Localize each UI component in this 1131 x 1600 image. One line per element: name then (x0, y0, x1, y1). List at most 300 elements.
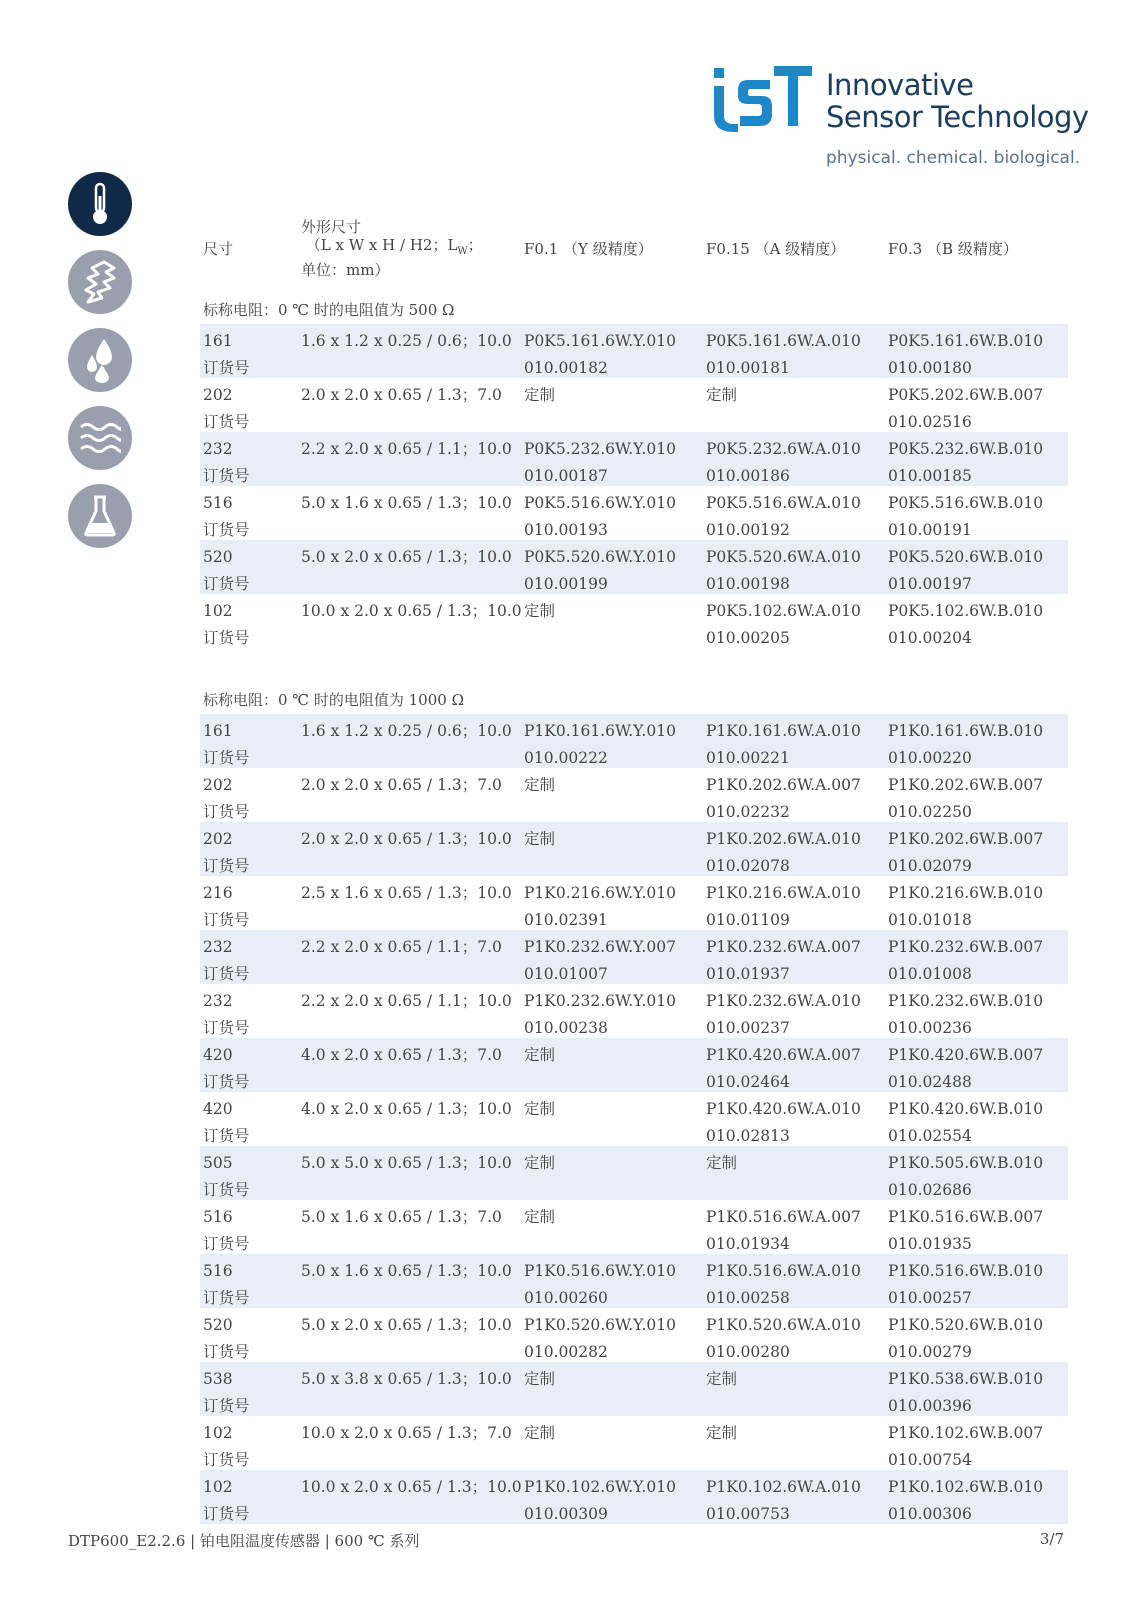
cell-secondary: 010.00193 (524, 521, 608, 539)
cell-primary: P1K0.202.6W.A.010 (706, 830, 861, 848)
table-cell (298, 984, 521, 1038)
header-f015: F0.15 （A 级精度） (706, 239, 846, 258)
cell-primary: 2.2 x 2.0 x 0.65 / 1.1；10.0 (301, 440, 512, 458)
cell-primary: 5.0 x 1.6 x 0.65 / 1.3；10.0 (301, 1262, 512, 1280)
cell-primary: P0K5.516.6W.B.010 (888, 494, 1044, 512)
table-cell (298, 1308, 521, 1362)
cell-secondary: 010.00204 (888, 629, 972, 647)
cell-primary: P0K5.520.6W.Y.010 (524, 548, 676, 566)
cell-secondary: 010.01008 (888, 965, 972, 983)
table-cell (521, 1470, 703, 1524)
table-row (200, 768, 1068, 822)
table-cell (521, 324, 703, 378)
cell-primary: 2.2 x 2.0 x 0.65 / 1.1；7.0 (301, 938, 502, 956)
header-dimensions: 外形尺寸 （L x W x H / H2；$L_W$； 单位：mm） (301, 217, 483, 279)
table-row (200, 1470, 1068, 1524)
cell-primary: 202 (203, 776, 233, 794)
table-row (200, 486, 1068, 540)
table-cell (885, 1092, 1068, 1146)
cell-primary: P0K5.232.6W.A.010 (706, 440, 861, 458)
table-row (200, 1092, 1068, 1146)
cell-secondary: 010.02686 (888, 1181, 972, 1199)
table-cell (703, 324, 885, 378)
cell-secondary: 010.00199 (524, 575, 608, 593)
table-row (200, 1200, 1068, 1254)
cell-primary: 520 (203, 1316, 233, 1334)
table-cell (521, 930, 703, 984)
droplets-icon (68, 328, 132, 392)
table-row (200, 984, 1068, 1038)
cell-primary: 5.0 x 3.8 x 0.65 / 1.3；10.0 (301, 1370, 512, 1388)
cell-primary: P1K0.102.6W.B.007 (888, 1424, 1044, 1442)
cell-primary: 定制 (524, 1046, 556, 1064)
cell-primary: P1K0.516.6W.B.007 (888, 1208, 1044, 1226)
cell-secondary: 010.00279 (888, 1343, 972, 1361)
cell-secondary: 订货号 (203, 575, 250, 593)
table-cell (521, 822, 703, 876)
table-cell (200, 1254, 298, 1308)
cell-secondary: 010.00180 (888, 359, 972, 377)
cell-secondary: 订货号 (203, 749, 250, 767)
cell-secondary: 010.01934 (706, 1235, 790, 1253)
cell-secondary: 订货号 (203, 1397, 250, 1415)
cell-secondary: 订货号 (203, 359, 250, 377)
table-cell (521, 486, 703, 540)
table-cell (200, 1470, 298, 1524)
table-cell (298, 594, 521, 648)
cell-primary: 420 (203, 1100, 233, 1118)
cell-primary: P1K0.216.6W.B.010 (888, 884, 1044, 902)
table-cell (521, 594, 703, 648)
cell-primary: 定制 (706, 1424, 738, 1442)
cell-primary: 1.6 x 1.2 x 0.25 / 0.6；10.0 (301, 332, 512, 350)
cell-primary: P1K0.520.6W.A.010 (706, 1316, 861, 1334)
cell-primary: 505 (203, 1154, 233, 1172)
table-cell (703, 1362, 885, 1416)
cell-primary: 102 (203, 602, 233, 620)
table-cell (200, 876, 298, 930)
table-cell (298, 486, 521, 540)
cell-secondary: 010.00396 (888, 1397, 972, 1415)
cell-primary: 定制 (524, 1370, 556, 1388)
cell-secondary: 010.00221 (706, 749, 790, 767)
cell-primary: P1K0.102.6W.B.010 (888, 1478, 1044, 1496)
table-cell (200, 714, 298, 768)
table-cell (703, 594, 885, 648)
cell-primary: 2.0 x 2.0 x 0.65 / 1.3；7.0 (301, 776, 502, 794)
table-cell (885, 1362, 1068, 1416)
cell-primary: P1K0.516.6W.A.007 (706, 1208, 861, 1226)
table-row (200, 1362, 1068, 1416)
cell-primary: 161 (203, 722, 233, 740)
table-body (200, 296, 1068, 1524)
cell-secondary: 010.00205 (706, 629, 790, 647)
table-cell (703, 1470, 885, 1524)
table-cell (703, 432, 885, 486)
cell-primary: 定制 (524, 776, 556, 794)
table-cell (885, 1254, 1068, 1308)
cell-secondary: 010.02516 (888, 413, 972, 431)
cell-secondary: 010.01109 (706, 911, 790, 929)
cell-secondary: 010.00185 (888, 467, 972, 485)
cell-secondary: 订货号 (203, 1181, 250, 1199)
cell-secondary: 010.00222 (524, 749, 608, 767)
table-cell (200, 378, 298, 432)
table-header (200, 200, 1068, 296)
cell-secondary: 010.00191 (888, 521, 972, 539)
table-cell (298, 768, 521, 822)
section-title: 标称电阻：0 ℃ 时的电阻值为 1000 Ω (203, 691, 465, 709)
cell-secondary: 010.00260 (524, 1289, 608, 1307)
table-cell (885, 540, 1068, 594)
cell-primary: 定制 (524, 386, 556, 404)
cell-primary: P1K0.505.6W.B.010 (888, 1154, 1044, 1172)
cell-secondary: 010.00754 (888, 1451, 972, 1469)
cell-secondary: 010.00257 (888, 1289, 972, 1307)
cell-primary: 538 (203, 1370, 233, 1388)
cell-secondary: 010.00197 (888, 575, 972, 593)
cell-primary: P1K0.216.6W.Y.010 (524, 884, 676, 902)
cell-primary: P0K5.202.6W.B.007 (888, 386, 1044, 404)
header-f01: F0.1 （Y 级精度） (524, 239, 653, 258)
cell-secondary: 010.02391 (524, 911, 608, 929)
cell-primary: P1K0.420.6W.B.010 (888, 1100, 1044, 1118)
table-cell (703, 714, 885, 768)
table-cell (298, 1146, 521, 1200)
company-logo (712, 66, 1089, 176)
cell-secondary: 010.02078 (706, 857, 790, 875)
table-cell (200, 1200, 298, 1254)
table-cell (703, 876, 885, 930)
cell-primary: 定制 (524, 830, 556, 848)
table-row (200, 378, 1068, 432)
cell-primary: P1K0.520.6W.Y.010 (524, 1316, 676, 1334)
table-cell (885, 1038, 1068, 1092)
table-cell (200, 486, 298, 540)
table-cell (703, 1416, 885, 1470)
table-cell (200, 984, 298, 1038)
cell-primary: P0K5.161.6W.B.010 (888, 332, 1044, 350)
table-cell (200, 1038, 298, 1092)
table-cell (703, 486, 885, 540)
cell-primary: P1K0.216.6W.A.010 (706, 884, 861, 902)
table-cell (521, 432, 703, 486)
table-cell (703, 1254, 885, 1308)
cell-secondary: 010.02232 (706, 803, 790, 821)
table-cell (298, 1200, 521, 1254)
cell-primary: 1.6 x 1.2 x 0.25 / 0.6；10.0 (301, 722, 512, 740)
table-cell (703, 1146, 885, 1200)
table-cell (200, 1092, 298, 1146)
table-cell (885, 930, 1068, 984)
cell-secondary: 010.00258 (706, 1289, 790, 1307)
cell-secondary: 010.02079 (888, 857, 972, 875)
cell-secondary: 订货号 (203, 413, 250, 431)
table-cell (200, 768, 298, 822)
table-row (200, 1146, 1068, 1200)
table-row (200, 1254, 1068, 1308)
table-cell (298, 876, 521, 930)
table-cell (200, 822, 298, 876)
cell-primary: P1K0.161.6W.Y.010 (524, 722, 676, 740)
cell-primary: P1K0.516.6W.Y.010 (524, 1262, 676, 1280)
table-cell (521, 1254, 703, 1308)
table-row (200, 324, 1068, 378)
cell-secondary: 010.02554 (888, 1127, 972, 1145)
table-cell (200, 1308, 298, 1362)
table-cell (298, 378, 521, 432)
cell-secondary: 订货号 (203, 629, 250, 647)
brand-line-1: Innovative (826, 68, 974, 102)
table-cell (298, 1254, 521, 1308)
cell-primary: P0K5.161.6W.A.010 (706, 332, 861, 350)
cell-secondary: 010.02250 (888, 803, 972, 821)
cell-primary: 2.2 x 2.0 x 0.65 / 1.1；10.0 (301, 992, 512, 1010)
cell-primary: 5.0 x 2.0 x 0.65 / 1.3；10.0 (301, 1316, 512, 1334)
table-row (200, 540, 1068, 594)
cell-primary: P1K0.102.6W.Y.010 (524, 1478, 676, 1496)
cell-primary: P0K5.102.6W.A.010 (706, 602, 861, 620)
cell-primary: 202 (203, 386, 233, 404)
cell-primary: 516 (203, 494, 233, 512)
cell-secondary: 010.01935 (888, 1235, 972, 1253)
cell-primary: P1K0.161.6W.A.010 (706, 722, 861, 740)
cell-primary: P1K0.161.6W.B.010 (888, 722, 1044, 740)
cell-primary: 5.0 x 1.6 x 0.65 / 1.3；10.0 (301, 494, 512, 512)
table-cell (521, 1092, 703, 1146)
cell-secondary: 订货号 (203, 1235, 250, 1253)
table-row (200, 594, 1068, 648)
table-cell (200, 930, 298, 984)
cell-primary: P1K0.202.6W.B.007 (888, 776, 1044, 794)
cell-secondary: 订货号 (203, 1019, 250, 1037)
cell-secondary: 010.00280 (706, 1343, 790, 1361)
cell-secondary: 010.00282 (524, 1343, 608, 1361)
cell-primary: 定制 (706, 1154, 738, 1172)
table-row (200, 432, 1068, 486)
table-cell (703, 378, 885, 432)
table-cell (885, 1308, 1068, 1362)
table-cell (521, 876, 703, 930)
cell-secondary: 订货号 (203, 911, 250, 929)
table-cell (298, 1038, 521, 1092)
cell-primary: 5.0 x 5.0 x 0.65 / 1.3；10.0 (301, 1154, 512, 1172)
cell-primary: 420 (203, 1046, 233, 1064)
cell-primary: P0K5.520.6W.B.010 (888, 548, 1044, 566)
cell-primary: 4.0 x 2.0 x 0.65 / 1.3；7.0 (301, 1046, 502, 1064)
table-row (200, 714, 1068, 768)
cell-secondary: 010.00309 (524, 1505, 608, 1523)
table-cell (298, 1470, 521, 1524)
cell-secondary: 010.02464 (706, 1073, 790, 1091)
table-row (200, 1038, 1068, 1092)
cell-primary: 216 (203, 884, 233, 902)
table-cell (885, 1470, 1068, 1524)
table-cell (885, 768, 1068, 822)
table-cell (521, 1200, 703, 1254)
cell-primary: 10.0 x 2.0 x 0.65 / 1.3；10.0 (301, 602, 522, 620)
flow-arrows-icon (68, 250, 132, 314)
table-cell (885, 432, 1068, 486)
table-cell (298, 714, 521, 768)
cell-primary: P1K0.420.6W.B.007 (888, 1046, 1044, 1064)
cell-primary: 5.0 x 1.6 x 0.65 / 1.3；7.0 (301, 1208, 502, 1226)
thermometer-icon (68, 172, 132, 236)
table-row (200, 930, 1068, 984)
table-cell (885, 324, 1068, 378)
table-cell (703, 1200, 885, 1254)
table-cell (200, 1146, 298, 1200)
cell-primary: P1K0.202.6W.B.007 (888, 830, 1044, 848)
cell-secondary: 010.00237 (706, 1019, 790, 1037)
cell-primary: 定制 (706, 1370, 738, 1388)
cell-secondary: 010.01018 (888, 911, 972, 929)
cell-secondary: 010.02813 (706, 1127, 790, 1145)
table-row (200, 876, 1068, 930)
header-f03: F0.3 （B 级精度） (888, 239, 1018, 258)
cell-secondary: 订货号 (203, 1127, 250, 1145)
table-cell (521, 984, 703, 1038)
table-row (200, 822, 1068, 876)
table-cell (200, 324, 298, 378)
cell-primary: 516 (203, 1262, 233, 1280)
table-cell (521, 540, 703, 594)
table-cell (885, 984, 1068, 1038)
table-cell (885, 378, 1068, 432)
cell-primary: 232 (203, 938, 233, 956)
table-cell (298, 324, 521, 378)
cell-primary: 232 (203, 992, 233, 1010)
table-cell (885, 1200, 1068, 1254)
table-cell (703, 1038, 885, 1092)
product-table (200, 200, 1068, 1524)
cell-secondary: 订货号 (203, 1451, 250, 1469)
table-cell (521, 1038, 703, 1092)
table-cell (885, 1146, 1068, 1200)
table-row (200, 1308, 1068, 1362)
cell-primary: P1K0.420.6W.A.007 (706, 1046, 861, 1064)
cell-primary: 定制 (524, 1154, 556, 1172)
page-number: 3/7 (1039, 1530, 1064, 1548)
cell-secondary: 010.00306 (888, 1505, 972, 1523)
cell-primary: 定制 (706, 386, 738, 404)
cell-primary: 定制 (524, 1208, 556, 1226)
cell-secondary: 010.01937 (706, 965, 790, 983)
table-cell (298, 822, 521, 876)
cell-primary: 520 (203, 548, 233, 566)
cell-primary: 516 (203, 1208, 233, 1226)
document-footer: DTP600_E2.2.6 | 铂电阻温度传感器 | 600 ℃ 系列 (68, 1532, 420, 1550)
cell-secondary: 订货号 (203, 521, 250, 539)
cell-primary: 10.0 x 2.0 x 0.65 / 1.3；7.0 (301, 1424, 512, 1442)
cell-primary: 5.0 x 2.0 x 0.65 / 1.3；10.0 (301, 548, 512, 566)
table-cell (521, 1308, 703, 1362)
cell-primary: P1K0.232.6W.B.007 (888, 938, 1044, 956)
cell-secondary: 订货号 (203, 857, 250, 875)
cell-primary: P1K0.420.6W.A.010 (706, 1100, 861, 1118)
table-row (200, 1416, 1068, 1470)
table-cell (521, 714, 703, 768)
cell-primary: P1K0.538.6W.B.010 (888, 1370, 1044, 1388)
brand-line-2: Sensor Technology (826, 100, 1089, 134)
cell-primary: P0K5.161.6W.Y.010 (524, 332, 676, 350)
cell-secondary: 010.00182 (524, 359, 608, 377)
cell-primary: P1K0.516.6W.B.010 (888, 1262, 1044, 1280)
table-cell (298, 1092, 521, 1146)
cell-secondary: 订货号 (203, 1289, 250, 1307)
cell-secondary: 010.00192 (706, 521, 790, 539)
table-cell (298, 1362, 521, 1416)
table-cell (298, 1416, 521, 1470)
table-cell (200, 432, 298, 486)
table-cell (885, 876, 1068, 930)
cell-secondary: 订货号 (203, 1343, 250, 1361)
table-cell (885, 594, 1068, 648)
section-title: 标称电阻：0 ℃ 时的电阻值为 500 Ω (203, 301, 455, 319)
cell-primary: P1K0.102.6W.A.010 (706, 1478, 861, 1496)
cell-secondary: 010.00198 (706, 575, 790, 593)
table-cell (703, 1092, 885, 1146)
table-cell (521, 768, 703, 822)
cell-primary: P1K0.232.6W.B.010 (888, 992, 1044, 1010)
cell-primary: 定制 (524, 1424, 556, 1442)
table-cell (298, 540, 521, 594)
cell-secondary: 010.01007 (524, 965, 608, 983)
cell-primary: P1K0.516.6W.A.010 (706, 1262, 861, 1280)
cell-secondary: 订货号 (203, 803, 250, 821)
cell-primary: P0K5.232.6W.B.010 (888, 440, 1044, 458)
table-cell (298, 930, 521, 984)
cell-primary: 161 (203, 332, 233, 350)
cell-primary: P0K5.102.6W.B.010 (888, 602, 1044, 620)
table-cell (521, 1146, 703, 1200)
table-cell (703, 1308, 885, 1362)
cell-primary: P1K0.202.6W.A.007 (706, 776, 861, 794)
cell-secondary: 订货号 (203, 1073, 250, 1091)
table-cell (200, 1416, 298, 1470)
table-cell (200, 540, 298, 594)
waves-icon (68, 406, 132, 470)
table-cell (200, 594, 298, 648)
cell-secondary: 订货号 (203, 1505, 250, 1523)
cell-secondary: 010.00220 (888, 749, 972, 767)
header-size: 尺寸 (203, 239, 234, 258)
cell-secondary: 010.00236 (888, 1019, 972, 1037)
cell-primary: P1K0.520.6W.B.010 (888, 1316, 1044, 1334)
table-cell (703, 768, 885, 822)
cell-secondary: 订货号 (203, 965, 250, 983)
cell-primary: 102 (203, 1478, 233, 1496)
table-cell (521, 378, 703, 432)
cell-primary: 2.0 x 2.0 x 0.65 / 1.3；10.0 (301, 830, 512, 848)
cell-secondary: 010.00187 (524, 467, 608, 485)
flask-icon (68, 484, 132, 548)
cell-primary: P1K0.232.6W.A.010 (706, 992, 861, 1010)
cell-primary: P0K5.516.6W.A.010 (706, 494, 861, 512)
table-cell (703, 822, 885, 876)
cell-secondary: 010.00186 (706, 467, 790, 485)
ist-logo-mark-icon (712, 66, 812, 132)
table-cell (703, 540, 885, 594)
cell-primary: P1K0.232.6W.Y.010 (524, 992, 676, 1010)
cell-primary: P0K5.520.6W.A.010 (706, 548, 861, 566)
table-cell (703, 984, 885, 1038)
cell-primary: P1K0.232.6W.A.007 (706, 938, 861, 956)
table-cell (885, 1416, 1068, 1470)
brand-tagline: physical. chemical. biological. (826, 148, 1081, 168)
cell-primary: 定制 (524, 1100, 556, 1118)
cell-primary: 4.0 x 2.0 x 0.65 / 1.3；10.0 (301, 1100, 512, 1118)
